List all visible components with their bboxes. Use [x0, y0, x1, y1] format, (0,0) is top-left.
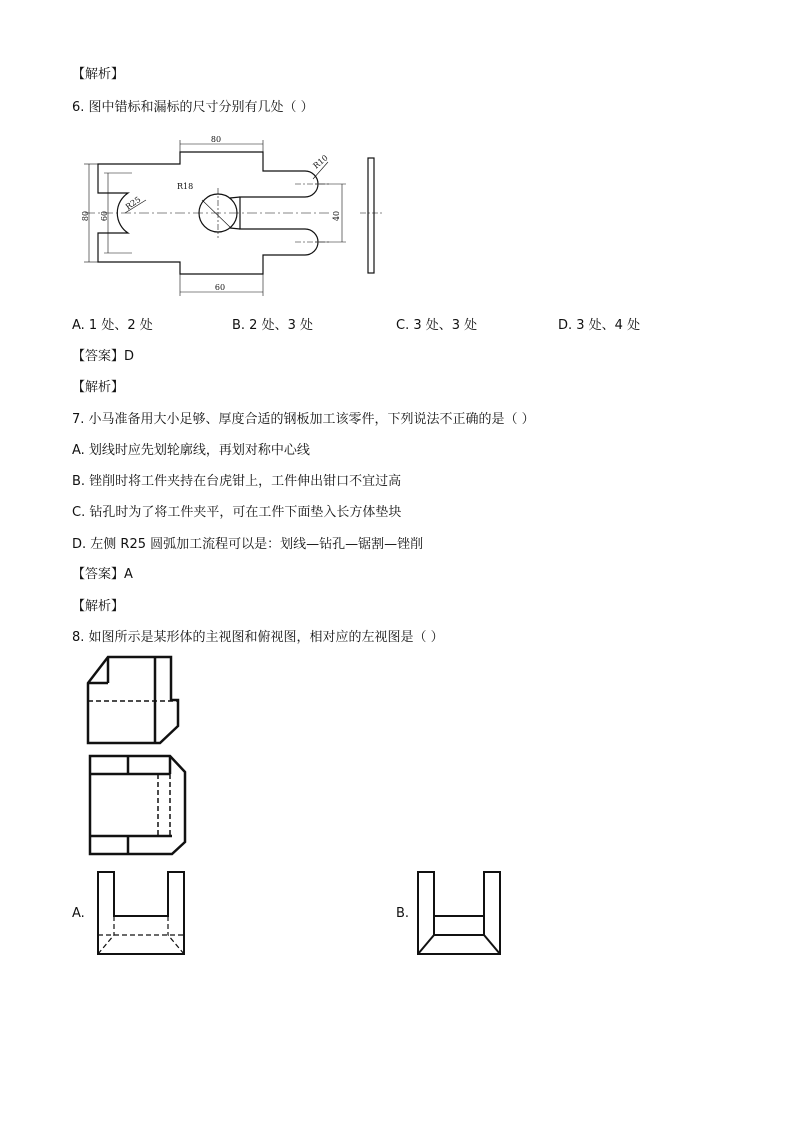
- q8-option-b-label: B.: [396, 906, 410, 921]
- q6-option-b: B. 2 处、3 处: [232, 318, 313, 333]
- q5-analysis-label: 【解析】: [72, 67, 125, 82]
- q8-stem: 8. 如图所示是某形体的主视图和俯视图，相对应的左视图是（ ）: [72, 630, 444, 645]
- q8-option-a-figure: [96, 870, 188, 958]
- dim-bottom-60: 60: [214, 283, 226, 292]
- q6-part-drawing: [80, 135, 400, 298]
- q6-stem: 6. 图中错标和漏标的尺寸分别有几处（ ）: [72, 100, 314, 115]
- dim-r18: R18: [177, 182, 194, 191]
- q7-option-d: D. 左侧 R25 圆弧加工流程可以是：划线—钻孔—锯割—锉削: [72, 537, 424, 552]
- q7-answer: 【答案】A: [72, 567, 133, 582]
- dim-right-40: 40: [332, 210, 341, 222]
- q8-front-view: [82, 653, 192, 748]
- q7-stem: 7. 小马准备用大小足够、厚度合适的钢板加工该零件，下列说法不正确的是（ ）: [72, 412, 535, 427]
- q7-option-a: A. 划线时应先划轮廓线，再划对称中心线: [72, 443, 310, 458]
- q8-option-b-figure: [416, 870, 508, 958]
- dim-r25: R25: [123, 194, 143, 212]
- q8-option-a-label: A.: [72, 906, 85, 921]
- q6-option-a: A. 1 处、2 处: [72, 318, 153, 333]
- dim-left-80: 80: [81, 210, 90, 222]
- dim-top-80: 80: [210, 135, 222, 144]
- dim-r10: R10: [311, 153, 330, 171]
- dim-left-60: 60: [100, 210, 109, 222]
- q6-answer: 【答案】D: [72, 349, 135, 364]
- q7-option-c: C. 钻孔时为了将工件夹平，可在工件下面垫入长方体垫块: [72, 505, 402, 520]
- q6-option-d: D. 3 处、4 处: [558, 318, 641, 333]
- q6-option-c: C. 3 处、3 处: [396, 318, 478, 333]
- q8-top-view: [82, 750, 192, 860]
- q7-option-b: B. 锉削时将工件夹持在台虎钳上，工件伸出钳口不宜过高: [72, 474, 402, 489]
- q6-analysis-label: 【解析】: [72, 380, 125, 395]
- q7-analysis-label: 【解析】: [72, 599, 125, 614]
